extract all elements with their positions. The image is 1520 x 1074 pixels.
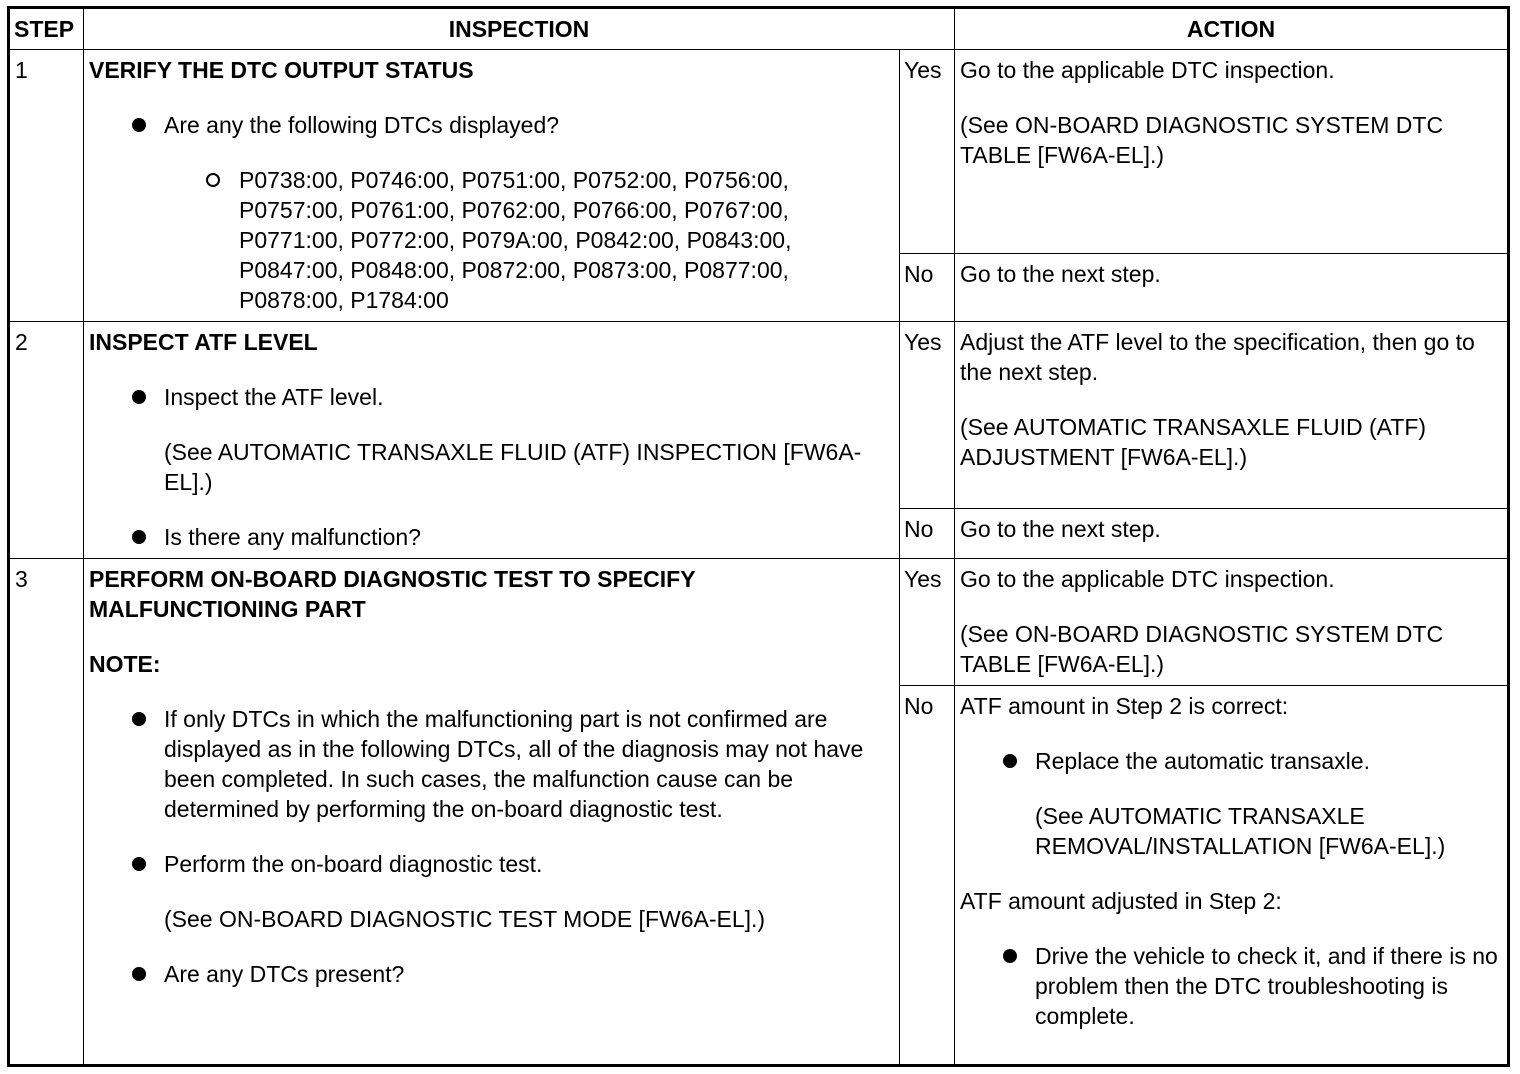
step-2-number: 2 [9, 322, 84, 559]
step-2-yes-label: Yes [900, 322, 955, 509]
step-3-yes-ref: (See ON-BOARD DIAGNOSTIC SYSTEM DTC TABLE [FW6A-EL].) [960, 621, 1444, 677]
step-3-no-case-1: ATF amount in Step 2 is correct: [960, 693, 1289, 719]
header-inspection: INSPECTION [84, 8, 955, 50]
step-2-yes-row [9, 322, 1509, 509]
bullet-dot-icon [132, 390, 146, 404]
step-1-yes-action: Go to the applicable DTC inspection. (See ON-BOARD DIAGNOSTIC SYSTEM DTC TABLE [FW6A-EL].) [955, 50, 1509, 254]
step-2-ref: (See AUTOMATIC TRANSAXLE FLUID (ATF) INSPECTION [FW6A-EL].) [164, 439, 862, 495]
step-3-no-case-2: ATF amount adjusted in Step 2: [960, 888, 1282, 914]
step-3-yes-row [9, 559, 1509, 686]
step-2-bullet-1: Inspect the ATF level. [89, 382, 894, 412]
step-3-yes-action: Go to the applicable DTC inspection. (See ON-BOARD DIAGNOSTIC SYSTEM DTC TABLE [FW6A-EL].) [955, 559, 1509, 686]
bullet-dot-icon [132, 530, 146, 544]
step-2-title: INSPECT ATF LEVEL [89, 329, 318, 355]
bullet-dot-icon [1003, 754, 1017, 768]
step-1-yes-row [9, 50, 1509, 254]
step-2-no-label: No [900, 509, 955, 559]
bullet-dot-icon [132, 857, 146, 871]
step-1-yes-label: Yes [900, 50, 955, 254]
step-3-ref: (See ON-BOARD DIAGNOSTIC TEST MODE [FW6A-EL].) [164, 906, 766, 932]
step-3-bullet-2: Perform the on-board diagnostic test. [89, 849, 894, 879]
step-1-bullet: Are any the following DTCs displayed? [89, 110, 894, 140]
step-1-number: 1 [9, 50, 84, 322]
step-1-title: VERIFY THE DTC OUTPUT STATUS [89, 57, 474, 83]
step-3-inspection [84, 559, 900, 1066]
bullet-dot-icon [132, 967, 146, 981]
step-3-number: 3 [9, 559, 84, 1066]
step-2-inspection [84, 322, 900, 559]
bullet-ring-icon [206, 173, 220, 187]
step-1-yes-ref: (See ON-BOARD DIAGNOSTIC SYSTEM DTC TABLE [FW6A-EL].) [960, 112, 1444, 168]
step-1-no-label: No [900, 254, 955, 322]
bullet-dot-icon [132, 118, 146, 132]
step-2-no-action: Go to the next step. [955, 509, 1509, 559]
header-step: STEP [9, 8, 84, 50]
step-1-dtc-list: P0738:00, P0746:00, P0751:00, P0752:00, P0756:00, P0757:00, P0761:00, P0762:00, P0766:00, P0767:00, P0771:00, P0772:00, P079A:00, P0842:00, P0843:00, P0847:00, P0848:00, P0872:00, P0873:00, P0877:00, P0878:00, P1784:00 [89, 165, 894, 315]
step-3-no-label: No [900, 686, 955, 1066]
bullet-dot-icon [132, 712, 146, 726]
step-3-no-action [955, 686, 1509, 1066]
step-2-yes-action: Adjust the ATF level to the specification, then go to the next step. (See AUTOMATIC TRANSAXLE FLUID (ATF) ADJUSTMENT [FW6A-EL].) [955, 322, 1509, 509]
step-3-bullet-3: Are any DTCs present? [89, 959, 894, 989]
step-3-yes-label: Yes [900, 559, 955, 686]
step-2-yes-ref: (See AUTOMATIC TRANSAXLE FLUID (ATF) ADJUSTMENT [FW6A-EL].) [960, 414, 1427, 470]
step-3-no-ref: (See AUTOMATIC TRANSAXLE REMOVAL/INSTALLATION [FW6A-EL].) [1035, 803, 1446, 859]
step-3-note-label: NOTE: [89, 651, 161, 677]
step-1-inspection [84, 50, 900, 322]
step-3-no-bullet-2: Drive the vehicle to check it, and if there is no problem then the DTC troubleshooting is complete. [960, 941, 1502, 1031]
bullet-dot-icon [1003, 949, 1017, 963]
step-1-no-action: Go to the next step. [955, 254, 1509, 322]
troubleshooting-table [7, 6, 1510, 1067]
header-row [9, 8, 1509, 50]
step-2-bullet-2: Is there any malfunction? [89, 522, 894, 552]
step-3-title: PERFORM ON-BOARD DIAGNOSTIC TEST TO SPECIFY MALFUNCTIONING PART [89, 566, 696, 622]
step-3-bullet-1: If only DTCs in which the malfunctioning part is not confirmed are displayed as in the following DTCs, all of the diagnosis may not have been completed. In such cases, the malfunction cause can be determined by performing the on-board diagnostic test. [89, 704, 894, 824]
step-3-no-bullet-1: Replace the automatic transaxle. [960, 746, 1502, 776]
troubleshooting-table-container [7, 6, 1507, 1067]
header-action: ACTION [955, 8, 1509, 50]
